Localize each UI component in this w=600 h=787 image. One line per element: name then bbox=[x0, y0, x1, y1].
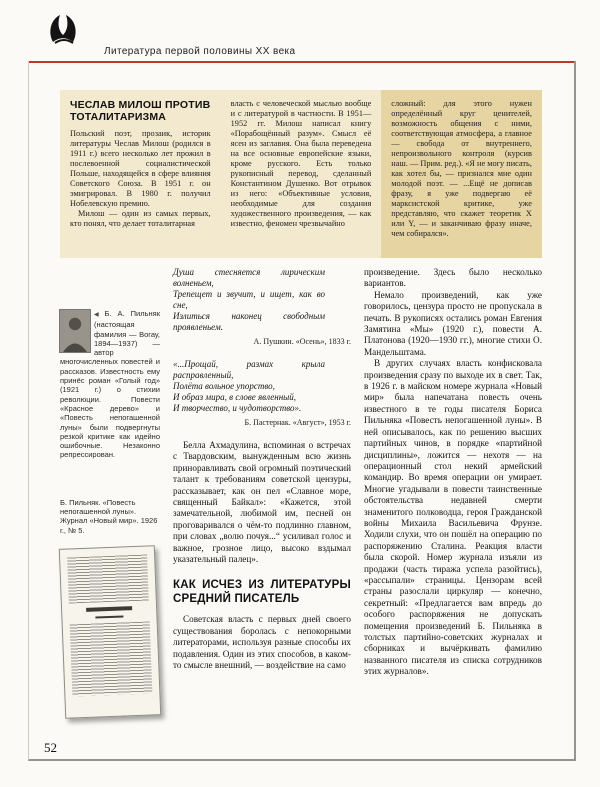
pushkin-poem-quote bbox=[173, 267, 351, 333]
poem-attribution: А. Пушкин. «Осень», 1833 г. bbox=[253, 337, 351, 346]
section-intro-paragraph: Советская власть с первых дней своего существования боролась с непокорными литераторами, используя разные способы их подавления. Один из этих способов, в каком-то смысле внешний, — воздействие на само bbox=[173, 614, 351, 671]
journal-page-facsimile bbox=[67, 554, 153, 709]
poem-attribution: Б. Пастернак. «Август», 1953 г. bbox=[244, 418, 351, 427]
journal-page-image bbox=[59, 545, 161, 719]
body-paragraph: произведение. Здесь было несколько вариантов. bbox=[364, 267, 542, 289]
journal-text-lines bbox=[70, 621, 153, 696]
body-paragraph: В других случаях власть конфисковала произведения сразу по выходе их в свет. Так, в 1926 г. в майском номере журнала «Новый мир» была напечатана повесть очень известного в те годы писателя Бориса Пильняка «Повесть непогашенной луны». В ней описывалось, как по решению высших партийных чинов, в порядке «партийной дисциплины», ложится — нехотя — на операционный стол некий армейский командир. Во время операции он умирает. Многие угадывали в повести таинственные обстоятельства недавней смерти знаменитого полководца, героя Гражданской войны Михаила Васильевича Фрунзе. Ходили слухи, что он пошёл на операцию по распоряжению Сталина. Реакция власти была скорой. Номер журнала изъяли из продажи (часть тиража успела разойтись), «рассыпали» страницы. Цензорам всей страны разослали циркуляр — конечно, секретный: «Предлагается вам впредь до особого распоряжения не допускать помещения произведений Б. Пильняка в толстых партийно-советских журналах и сборниках и вычёркивать фамилию названного писателя из списка сотрудников этих журналов». bbox=[364, 358, 542, 677]
milosz-box-paragraph: власть с человеческой мыслью вообще и с литературой в частности. В 1951—1952 гг. Милош написал книгу «Порабощённый разум». Смысл её ясен из заглавия. Она была переведена на все основные европейские языки, кроме русского. Есть только рукописный перевод, сделанный Константином Душенко. Вот отрывок из него: «Объективные условия, необходимые для создания художественного произведения, — как известно, феномен чрезвычайно bbox=[230, 99, 372, 228]
journal-caption: Б. Пильняк. «Повесть непогашенной луны». Журнал «Новый мир». 1926 г., № 5. bbox=[60, 497, 158, 535]
pasternak-poem-quote bbox=[173, 359, 351, 414]
milosz-box-paragraph: Милош — один из самых первых, кто понял, что делает тоталитарная bbox=[70, 209, 211, 228]
milosz-box-column-2 bbox=[221, 90, 382, 258]
poem-line: Душа стесняется лирическим волненьем, bbox=[173, 267, 325, 288]
page-number: 52 bbox=[44, 740, 57, 755]
pilnyak-portrait-photo bbox=[60, 310, 90, 352]
right-text-column bbox=[364, 267, 542, 717]
milosz-box-title: ЧЕСЛАВ МИЛОШ ПРОТИВ ТОТАЛИТАРИЗМА bbox=[70, 99, 211, 123]
page-content bbox=[60, 90, 542, 717]
milosz-box-paragraph: сложный: для этого нужен определённый круг ценителей, возможность общения с ними, соответствующая атмосфера, а главное — свобода от внутреннего, непроизвольного контроля (курсив наш. — Прим. ред.). «Я не могу писать, как хотел бы, — признался мне один молодой поэт. — ...Ещё не дописав фразу, я уже подвергаю её марксистской критике, уже представляю, что скажет теоретик X или Y, — и заканчиваю фразу иначе, чем собирался». bbox=[391, 99, 532, 238]
milosz-box-paragraph: Польский поэт, прозаик, историк литературы Чеслав Милош (родился в 1911 г.) всего несколько лет прожил в послевоенной социалистической Польше, находящейся в сфере влияния Советского Союза. В 1951 г. он эмигрировал. В 1980 г. получил Нобелевскую премию. bbox=[70, 129, 211, 208]
journal-text-lines bbox=[67, 554, 149, 603]
akhmadulina-paragraph: Белла Ахмадулина, вспоминая о встречах с Твардовским, вынужденным всю жизнь приноравливать свой огромный поэтический талант к требованиям советской цензуры, рассказывает, как он пел «Славное море, священный Байкал»: «Кажется, этой замечательной, любимой им, песней он проговаривался о чём-то подлинно главном, при словах „волю почуя...“ усиливал голос и важное, грозное лицо, высоко вздымал указательный палец». bbox=[173, 440, 351, 565]
poem-line: И образ мира, в слове явленный, bbox=[173, 392, 297, 402]
poem-line: И творчество, и чудотворство». bbox=[173, 403, 302, 413]
poem-line: «...Прощай, размах крыла расправленный, bbox=[173, 359, 325, 380]
pilnyak-caption: Б. А. Пильняк (настоящая фамилия — Вогау, 1894—1937) — автор многочисленных повестей и рассказов. Известность ему принёс роман «Голый год» (1921 г.) о стихии революции. Повести «Красное дерево» и «Повесть непогашенной луны» были подвергнуты резкой критике как идейно ошибочные. Незаконно репрессирован. bbox=[60, 309, 160, 460]
middle-text-column bbox=[173, 267, 351, 717]
pilnyak-figure bbox=[60, 309, 160, 460]
milosz-box-column-1 bbox=[60, 90, 221, 258]
poem-line: Трепещет и звучит, и ищет, как во сне, bbox=[173, 289, 325, 310]
section-heading: КАК ИСЧЕЗ ИЗ ЛИТЕРАТУРЫ СРЕДНИЙ ПИСАТЕЛЬ bbox=[173, 579, 351, 606]
poem-line: Излиться наконец свободным проявленьем. bbox=[173, 311, 325, 332]
milosz-feature-box bbox=[60, 90, 542, 258]
figure-pointer-icon: ◀ bbox=[94, 312, 103, 318]
header-rule bbox=[28, 61, 576, 63]
poem-line: Полёта вольное упорство, bbox=[173, 381, 275, 391]
milosz-box-column-3 bbox=[381, 90, 542, 258]
journal-title-bar bbox=[86, 606, 133, 612]
three-column-layout bbox=[60, 267, 542, 717]
journal-subtitle-bar bbox=[95, 615, 124, 618]
chapter-header: Литература первой половины XX века bbox=[104, 46, 296, 57]
margin-column bbox=[60, 267, 160, 717]
body-paragraph: Немало произведений, как уже говорилось, цензура просто не пропускала в печать. В рукописях остались роман Евгения Замятина «Мы» (1920 г.), повести А. Платонова (1920—1930 гг.), многие стихи О. Мандельштама. bbox=[364, 289, 542, 357]
publisher-book-logo-icon bbox=[46, 12, 80, 48]
